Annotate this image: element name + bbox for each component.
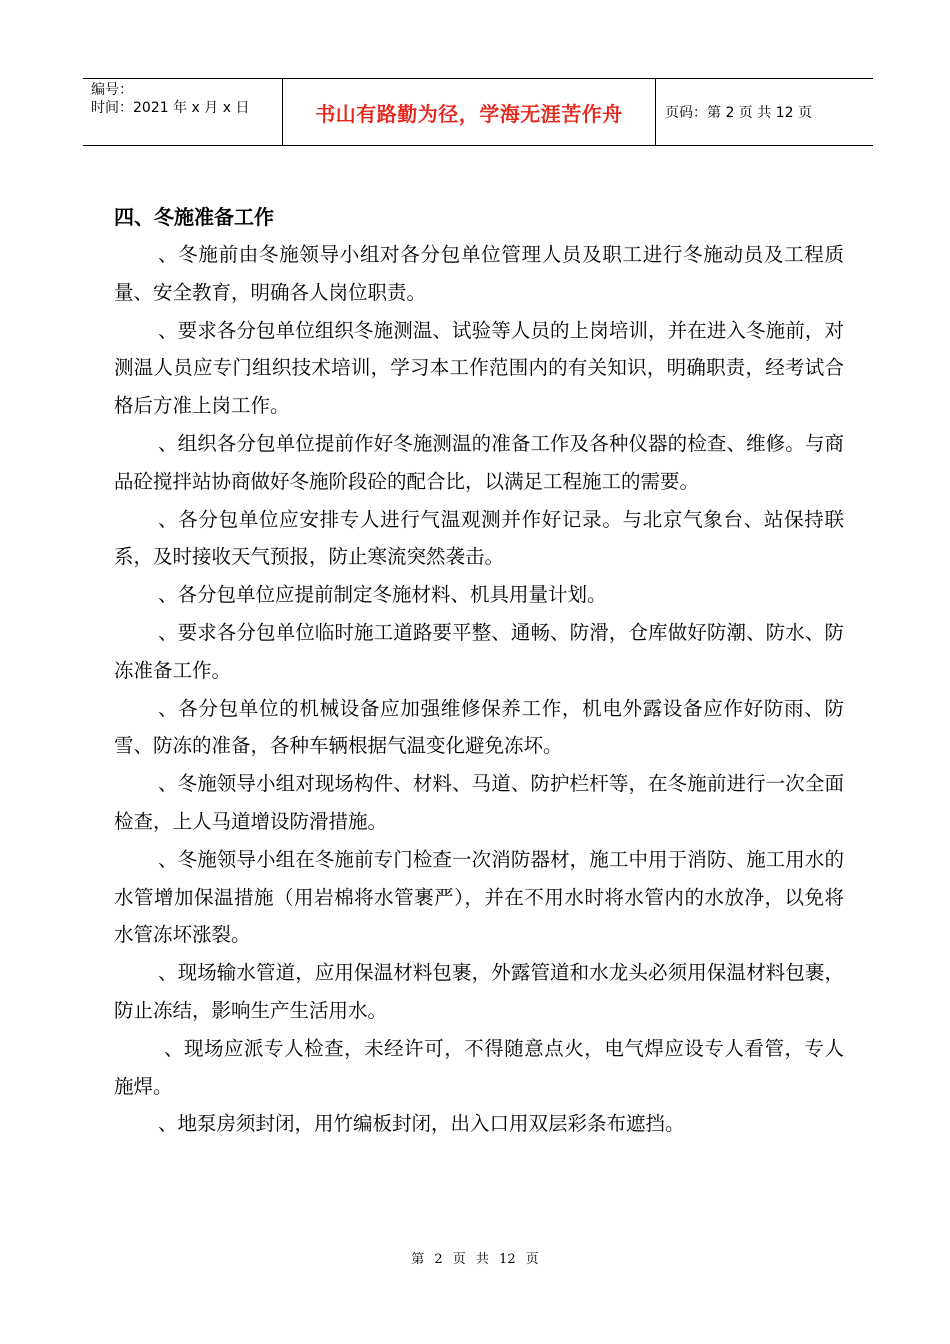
paragraph: 、地泵房须封闭，用竹编板封闭，出入口用双层彩条布遮挡。 (158, 1112, 685, 1136)
paragraph: 、现场输水管道，应用保温材料包裹，外露管道和水龙头必须用保温材料包裹，防止冻结，影响生产生活用水。 (114, 961, 844, 1022)
header-meta-cell (83, 79, 283, 145)
header-page-label: 页码：第 2 页 共 12 页 (665, 105, 812, 121)
page-footer (0, 1248, 950, 1267)
paragraph: 、各分包单位应安排专人进行气温观测并作好记录。与北京气象台、站保持联系，及时接收天气预报，防止寒流突然袭击。 (114, 507, 844, 569)
paragraph: 、冬施领导小组在冬施前专门检查一次消防器材，施工中用于消防、施工用水的水管增加保温措施（用岩棉将水管裹严），并在不用水时将水管内的水放净，以免将水管冻坏涨裂。 (114, 847, 844, 947)
document-header (83, 78, 873, 146)
section-heading: 四、冬施准备工作 (114, 205, 274, 229)
document-number-label: 编号： (91, 82, 133, 98)
paragraph: 、各分包单位应提前制定冬施材料、机具用量计划。 (158, 583, 607, 607)
document-time-label: 时间：2021 年 x 月 x 日 (91, 100, 250, 116)
header-motto: 书山有路勤为径，学海无涯苦作舟 (315, 101, 623, 126)
paragraph: 、冬施前由冬施领导小组对各分包单位管理人员及职工进行冬施动员及工程质量、安全教育，明确各人岗位职责。 (114, 243, 844, 304)
paragraph: 、要求各分包单位组织冬施测温、试验等人员的上岗培训，并在进入冬施前，对测温人员应专门组织技术培训，学习本工作范围内的有关知识，明确职责，经考试合格后方准上岗工作。 (114, 318, 844, 418)
paragraph: 、冬施领导小组对现场构件、材料、马道、防护栏杆等，在冬施前进行一次全面检查，上人马道增设防滑措施。 (114, 772, 844, 833)
footer-page-number: 第 2 页 共 12 页 (411, 1252, 539, 1267)
header-motto-cell (283, 79, 656, 145)
paragraph: 、要求各分包单位临时施工道路要平整、通畅、防滑，仓库做好防潮、防水、防冻准备工作。 (114, 620, 844, 682)
header-page-cell (656, 79, 873, 145)
paragraph: 、组织各分包单位提前作好冬施测温的准备工作及各种仪器的检查、维修。与商品砼搅拌站协商做好冬施阶段砼的配合比，以满足工程施工的需要。 (114, 431, 844, 493)
paragraph: 、各分包单位的机械设备应加强维修保养工作，机电外露设备应作好防雨、防雪、防冻的准备，各种车辆根据气温变化避免冻坏。 (114, 696, 844, 758)
paragraph: 、现场应派专人检查，未经许可，不得随意点火，电气焊应设专人看管，专人施焊。 (114, 1036, 844, 1098)
document-body (114, 202, 844, 1143)
